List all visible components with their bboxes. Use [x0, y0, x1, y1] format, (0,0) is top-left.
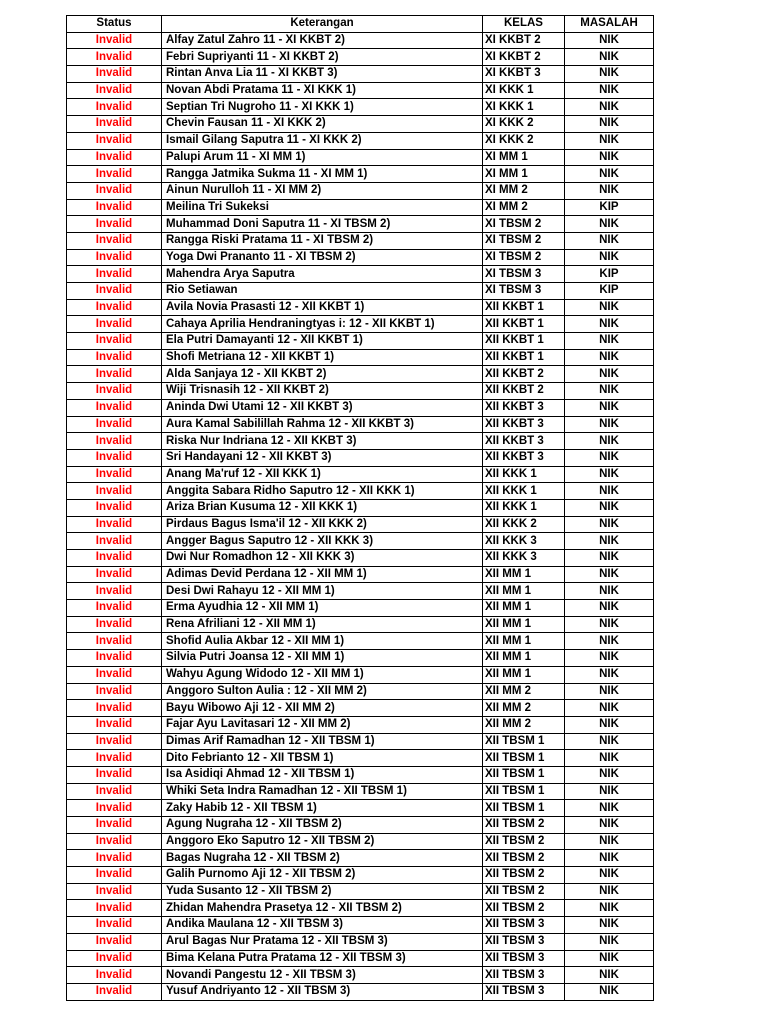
table-row	[67, 433, 654, 450]
cell-status: Invalid	[67, 850, 162, 867]
cell-kelas: XII TBSM 2	[483, 900, 565, 917]
table-row	[67, 783, 654, 800]
cell-status: Invalid	[67, 66, 162, 83]
table-row	[67, 449, 654, 466]
cell-kelas: XII TBSM 2	[483, 867, 565, 884]
cell-keterangan: Shofid Aulia Akbar 12 - XII MM 1)	[162, 633, 483, 650]
cell-kelas: XII MM 1	[483, 650, 565, 667]
cell-kelas: XII TBSM 1	[483, 800, 565, 817]
cell-masalah: NIK	[565, 182, 654, 199]
cell-status: Invalid	[67, 666, 162, 683]
cell-status: Invalid	[67, 499, 162, 516]
cell-status: Invalid	[67, 383, 162, 400]
cell-keterangan: Anggita Sabara Ridho Saputro 12 - XII KKK 1)	[162, 483, 483, 500]
cell-status: Invalid	[67, 249, 162, 266]
table-row	[67, 566, 654, 583]
cell-status: Invalid	[67, 583, 162, 600]
cell-status: Invalid	[67, 633, 162, 650]
cell-kelas: XI MM 1	[483, 149, 565, 166]
cell-status: Invalid	[67, 299, 162, 316]
table-row	[67, 750, 654, 767]
cell-keterangan: Angger Bagus Saputro 12 - XII KKK 3)	[162, 533, 483, 550]
cell-kelas: XI KKBT 3	[483, 66, 565, 83]
table-row	[67, 983, 654, 1000]
cell-kelas: XI KKBT 2	[483, 32, 565, 49]
cell-keterangan: Yoga Dwi Prananto 11 - XI TBSM 2)	[162, 249, 483, 266]
cell-status: Invalid	[67, 917, 162, 934]
cell-keterangan: Chevin Fausan 11 - XI KKK 2)	[162, 116, 483, 133]
cell-masalah: NIK	[565, 416, 654, 433]
cell-masalah: NIK	[565, 633, 654, 650]
cell-keterangan: Dito Febrianto 12 - XII TBSM 1)	[162, 750, 483, 767]
cell-kelas: XII MM 2	[483, 700, 565, 717]
cell-keterangan: Zaky Habib 12 - XII TBSM 1)	[162, 800, 483, 817]
table-row	[67, 917, 654, 934]
table-row	[67, 266, 654, 283]
cell-keterangan: Anggoro Sulton Aulia : 12 - XII MM 2)	[162, 683, 483, 700]
cell-keterangan: Ismail Gilang Saputra 11 - XI KKK 2)	[162, 132, 483, 149]
table-row	[67, 850, 654, 867]
cell-keterangan: Bayu Wibowo Aji 12 - XII MM 2)	[162, 700, 483, 717]
table-row	[67, 166, 654, 183]
cell-status: Invalid	[67, 833, 162, 850]
cell-kelas: XII TBSM 3	[483, 933, 565, 950]
cell-keterangan: Alda Sanjaya 12 - XII KKBT 2)	[162, 366, 483, 383]
cell-keterangan: Palupi Arum 11 - XI MM 1)	[162, 149, 483, 166]
cell-masalah: NIK	[565, 349, 654, 366]
cell-kelas: XII MM 1	[483, 600, 565, 617]
cell-keterangan: Ariza Brian Kusuma 12 - XII KKK 1)	[162, 499, 483, 516]
cell-masalah: NIK	[565, 833, 654, 850]
cell-kelas: XI KKK 2	[483, 132, 565, 149]
cell-masalah: NIK	[565, 399, 654, 416]
cell-status: Invalid	[67, 199, 162, 216]
cell-keterangan: Novandi Pangestu 12 - XII TBSM 3)	[162, 967, 483, 984]
cell-keterangan: Ainun Nurulloh 11 - XI MM 2)	[162, 182, 483, 199]
cell-keterangan: Alfay Zatul Zahro 11 - XI KKBT 2)	[162, 32, 483, 49]
cell-masalah: NIK	[565, 900, 654, 917]
cell-keterangan: Isa Asidiqi Ahmad 12 - XII TBSM 1)	[162, 766, 483, 783]
cell-masalah: NIK	[565, 82, 654, 99]
cell-kelas: XII KKBT 2	[483, 383, 565, 400]
table-row	[67, 817, 654, 834]
table-row	[67, 900, 654, 917]
cell-keterangan: Whiki Seta Indra Ramadhan 12 - XII TBSM 1)	[162, 783, 483, 800]
table-row	[67, 466, 654, 483]
cell-masalah: NIK	[565, 449, 654, 466]
cell-masalah: NIK	[565, 216, 654, 233]
cell-keterangan: Rangga Riski Pratama 11 - XI TBSM 2)	[162, 232, 483, 249]
cell-kelas: XII TBSM 1	[483, 733, 565, 750]
cell-keterangan: Yuda Susanto 12 - XII TBSM 2)	[162, 883, 483, 900]
cell-status: Invalid	[67, 883, 162, 900]
cell-masalah: NIK	[565, 383, 654, 400]
cell-status: Invalid	[67, 700, 162, 717]
cell-masalah: NIK	[565, 917, 654, 934]
cell-kelas: XII MM 1	[483, 666, 565, 683]
cell-masalah: NIK	[565, 49, 654, 66]
table-row	[67, 232, 654, 249]
cell-status: Invalid	[67, 99, 162, 116]
cell-masalah: NIK	[565, 299, 654, 316]
cell-masalah: NIK	[565, 616, 654, 633]
cell-masalah: NIK	[565, 817, 654, 834]
cell-keterangan: Dwi Nur Romadhon 12 - XII KKK 3)	[162, 550, 483, 567]
cell-status: Invalid	[67, 216, 162, 233]
cell-masalah: NIK	[565, 32, 654, 49]
table-row	[67, 132, 654, 149]
cell-keterangan: Avila Novia Prasasti 12 - XII KKBT 1)	[162, 299, 483, 316]
cell-kelas: XII MM 2	[483, 716, 565, 733]
table-row	[67, 283, 654, 300]
cell-status: Invalid	[67, 32, 162, 49]
cell-kelas: XII TBSM 2	[483, 883, 565, 900]
cell-keterangan: Anang Ma'ruf 12 - XII KKK 1)	[162, 466, 483, 483]
table-row	[67, 516, 654, 533]
table-row	[67, 399, 654, 416]
cell-status: Invalid	[67, 166, 162, 183]
cell-masalah: NIK	[565, 716, 654, 733]
cell-keterangan: Sri Handayani 12 - XII KKBT 3)	[162, 449, 483, 466]
cell-masalah: NIK	[565, 700, 654, 717]
cell-kelas: XI MM 1	[483, 166, 565, 183]
table-row	[67, 733, 654, 750]
cell-masalah: NIK	[565, 566, 654, 583]
cell-kelas: XII MM 1	[483, 566, 565, 583]
table-row	[67, 82, 654, 99]
cell-kelas: XII TBSM 2	[483, 817, 565, 834]
cell-status: Invalid	[67, 550, 162, 567]
cell-status: Invalid	[67, 683, 162, 700]
cell-masalah: NIK	[565, 249, 654, 266]
cell-masalah: NIK	[565, 99, 654, 116]
table-body	[67, 32, 654, 1000]
cell-kelas: XII TBSM 2	[483, 850, 565, 867]
table-row	[67, 32, 654, 49]
cell-keterangan: Bima Kelana Putra Pratama 12 - XII TBSM 3)	[162, 950, 483, 967]
cell-status: Invalid	[67, 800, 162, 817]
cell-keterangan: Riska Nur Indriana 12 - XII KKBT 3)	[162, 433, 483, 450]
table-row	[67, 66, 654, 83]
cell-keterangan: Ela Putri Damayanti 12 - XII KKBT 1)	[162, 333, 483, 350]
table-row	[67, 550, 654, 567]
cell-masalah: KIP	[565, 283, 654, 300]
table-row	[67, 616, 654, 633]
cell-kelas: XII KKBT 3	[483, 399, 565, 416]
cell-masalah: NIK	[565, 132, 654, 149]
table-row	[67, 833, 654, 850]
cell-masalah: KIP	[565, 266, 654, 283]
cell-status: Invalid	[67, 566, 162, 583]
cell-status: Invalid	[67, 967, 162, 984]
cell-status: Invalid	[67, 266, 162, 283]
cell-kelas: XI MM 2	[483, 199, 565, 216]
cell-masalah: NIK	[565, 533, 654, 550]
cell-status: Invalid	[67, 333, 162, 350]
table-row	[67, 600, 654, 617]
table-row	[67, 316, 654, 333]
cell-masalah: NIK	[565, 800, 654, 817]
cell-keterangan: Pirdaus Bagus Isma'il 12 - XII KKK 2)	[162, 516, 483, 533]
cell-kelas: XII KKBT 3	[483, 416, 565, 433]
cell-kelas: XI TBSM 2	[483, 232, 565, 249]
header-masalah: MASALAH	[565, 16, 654, 33]
cell-masalah: NIK	[565, 116, 654, 133]
cell-status: Invalid	[67, 449, 162, 466]
cell-status: Invalid	[67, 600, 162, 617]
table-row	[67, 383, 654, 400]
table-row	[67, 333, 654, 350]
cell-masalah: NIK	[565, 666, 654, 683]
cell-masalah: KIP	[565, 199, 654, 216]
cell-keterangan: Aura Kamal Sabilillah Rahma 12 - XII KKBT 3)	[162, 416, 483, 433]
cell-masalah: NIK	[565, 333, 654, 350]
cell-kelas: XII KKK 2	[483, 516, 565, 533]
cell-masalah: NIK	[565, 316, 654, 333]
cell-masalah: NIK	[565, 933, 654, 950]
cell-kelas: XII TBSM 1	[483, 783, 565, 800]
cell-kelas: XII TBSM 3	[483, 983, 565, 1000]
cell-masalah: NIK	[565, 766, 654, 783]
cell-masalah: NIK	[565, 750, 654, 767]
cell-status: Invalid	[67, 900, 162, 917]
table-row	[67, 366, 654, 383]
cell-keterangan: Mahendra Arya Saputra	[162, 266, 483, 283]
cell-keterangan: Erma Ayudhia 12 - XII MM 1)	[162, 600, 483, 617]
cell-kelas: XII KKK 3	[483, 550, 565, 567]
cell-kelas: XII KKK 1	[483, 466, 565, 483]
cell-kelas: XII KKBT 1	[483, 349, 565, 366]
cell-keterangan: Zhidan Mahendra Prasetya 12 - XII TBSM 2)	[162, 900, 483, 917]
cell-keterangan: Aninda Dwi Utami 12 - XII KKBT 3)	[162, 399, 483, 416]
cell-keterangan: Galih Purnomo Aji 12 - XII TBSM 2)	[162, 867, 483, 884]
cell-masalah: NIK	[565, 733, 654, 750]
cell-masalah: NIK	[565, 466, 654, 483]
cell-masalah: NIK	[565, 967, 654, 984]
cell-kelas: XII TBSM 2	[483, 833, 565, 850]
table-row	[67, 349, 654, 366]
table-row	[67, 99, 654, 116]
cell-status: Invalid	[67, 983, 162, 1000]
cell-status: Invalid	[67, 533, 162, 550]
table-row	[67, 116, 654, 133]
cell-keterangan: Novan Abdi Pratama 11 - XI KKK 1)	[162, 82, 483, 99]
cell-status: Invalid	[67, 650, 162, 667]
cell-masalah: NIK	[565, 983, 654, 1000]
table-row	[67, 766, 654, 783]
cell-masalah: NIK	[565, 950, 654, 967]
cell-status: Invalid	[67, 149, 162, 166]
cell-masalah: NIK	[565, 166, 654, 183]
cell-keterangan: Rio Setiawan	[162, 283, 483, 300]
cell-kelas: XII TBSM 3	[483, 917, 565, 934]
cell-status: Invalid	[67, 867, 162, 884]
cell-masalah: NIK	[565, 499, 654, 516]
table-row	[67, 700, 654, 717]
cell-status: Invalid	[67, 750, 162, 767]
cell-status: Invalid	[67, 616, 162, 633]
cell-keterangan: Bagas Nugraha 12 - XII TBSM 2)	[162, 850, 483, 867]
cell-keterangan: Fajar Ayu Lavitasari 12 - XII MM 2)	[162, 716, 483, 733]
cell-kelas: XII TBSM 1	[483, 766, 565, 783]
cell-keterangan: Wahyu Agung Widodo 12 - XII MM 1)	[162, 666, 483, 683]
cell-keterangan: Shofi Metriana 12 - XII KKBT 1)	[162, 349, 483, 366]
table-row	[67, 182, 654, 199]
cell-keterangan: Septian Tri Nugroho 11 - XI KKK 1)	[162, 99, 483, 116]
cell-masalah: NIK	[565, 783, 654, 800]
cell-keterangan: Desi Dwi Rahayu 12 - XII MM 1)	[162, 583, 483, 600]
table-header	[67, 16, 654, 33]
cell-masalah: NIK	[565, 149, 654, 166]
cell-kelas: XII KKBT 3	[483, 433, 565, 450]
cell-keterangan: Adimas Devid Perdana 12 - XII MM 1)	[162, 566, 483, 583]
cell-kelas: XII KKBT 2	[483, 366, 565, 383]
table-row	[67, 683, 654, 700]
table-row	[67, 483, 654, 500]
table-row	[67, 800, 654, 817]
cell-keterangan: Anggoro Eko Saputro 12 - XII TBSM 2)	[162, 833, 483, 850]
cell-masalah: NIK	[565, 883, 654, 900]
cell-kelas: XII KKBT 1	[483, 316, 565, 333]
cell-masalah: NIK	[565, 550, 654, 567]
cell-keterangan: Rangga Jatmika Sukma 11 - XI MM 1)	[162, 166, 483, 183]
cell-status: Invalid	[67, 116, 162, 133]
table-row	[67, 249, 654, 266]
cell-status: Invalid	[67, 716, 162, 733]
cell-masalah: NIK	[565, 600, 654, 617]
cell-kelas: XII MM 1	[483, 616, 565, 633]
cell-kelas: XI KKK 1	[483, 99, 565, 116]
header-row	[67, 16, 654, 33]
table-row	[67, 716, 654, 733]
cell-status: Invalid	[67, 283, 162, 300]
student-data-table	[66, 15, 654, 1001]
cell-status: Invalid	[67, 433, 162, 450]
cell-kelas: XII KKBT 1	[483, 333, 565, 350]
cell-status: Invalid	[67, 416, 162, 433]
cell-status: Invalid	[67, 817, 162, 834]
cell-keterangan: Agung Nugraha 12 - XII TBSM 2)	[162, 817, 483, 834]
cell-kelas: XI KKBT 2	[483, 49, 565, 66]
cell-kelas: XI KKK 1	[483, 82, 565, 99]
cell-masalah: NIK	[565, 366, 654, 383]
cell-status: Invalid	[67, 516, 162, 533]
cell-kelas: XII MM 1	[483, 583, 565, 600]
cell-keterangan: Febri Supriyanti 11 - XI KKBT 2)	[162, 49, 483, 66]
cell-status: Invalid	[67, 182, 162, 199]
cell-status: Invalid	[67, 466, 162, 483]
cell-masalah: NIK	[565, 483, 654, 500]
header-status: Status	[67, 16, 162, 33]
cell-keterangan: Rena Afriliani 12 - XII MM 1)	[162, 616, 483, 633]
cell-kelas: XII KKBT 3	[483, 449, 565, 466]
table-row	[67, 533, 654, 550]
cell-kelas: XI TBSM 3	[483, 283, 565, 300]
cell-keterangan: Rintan Anva Lia 11 - XI KKBT 3)	[162, 66, 483, 83]
cell-kelas: XII TBSM 3	[483, 950, 565, 967]
table-row	[67, 633, 654, 650]
cell-status: Invalid	[67, 232, 162, 249]
cell-keterangan: Muhammad Doni Saputra 11 - XI TBSM 2)	[162, 216, 483, 233]
cell-keterangan: Yusuf Andriyanto 12 - XII TBSM 3)	[162, 983, 483, 1000]
cell-status: Invalid	[67, 366, 162, 383]
cell-status: Invalid	[67, 82, 162, 99]
table-row	[67, 49, 654, 66]
cell-masalah: NIK	[565, 583, 654, 600]
table-row	[67, 867, 654, 884]
cell-status: Invalid	[67, 349, 162, 366]
cell-keterangan: Silvia Putri Joansa 12 - XII MM 1)	[162, 650, 483, 667]
cell-status: Invalid	[67, 483, 162, 500]
cell-masalah: NIK	[565, 232, 654, 249]
cell-status: Invalid	[67, 783, 162, 800]
cell-masalah: NIK	[565, 66, 654, 83]
cell-kelas: XII KKBT 1	[483, 299, 565, 316]
table-row	[67, 199, 654, 216]
table-row	[67, 149, 654, 166]
cell-masalah: NIK	[565, 516, 654, 533]
header-kelas: KELAS	[483, 16, 565, 33]
table-row	[67, 933, 654, 950]
cell-status: Invalid	[67, 132, 162, 149]
table-row	[67, 216, 654, 233]
table-row	[67, 499, 654, 516]
cell-status: Invalid	[67, 733, 162, 750]
cell-keterangan: Meilina Tri Sukeksi	[162, 199, 483, 216]
cell-kelas: XI TBSM 2	[483, 249, 565, 266]
cell-keterangan: Andika Maulana 12 - XII TBSM 3)	[162, 917, 483, 934]
cell-kelas: XII MM 1	[483, 633, 565, 650]
cell-kelas: XII TBSM 1	[483, 750, 565, 767]
cell-keterangan: Cahaya Aprilia Hendraningtyas i: 12 - XII KKBT 1)	[162, 316, 483, 333]
cell-kelas: XI KKK 2	[483, 116, 565, 133]
cell-status: Invalid	[67, 49, 162, 66]
table-row	[67, 583, 654, 600]
cell-kelas: XI TBSM 3	[483, 266, 565, 283]
cell-keterangan: Arul Bagas Nur Pratama 12 - XII TBSM 3)	[162, 933, 483, 950]
cell-masalah: NIK	[565, 850, 654, 867]
cell-masalah: NIK	[565, 433, 654, 450]
table-row	[67, 650, 654, 667]
cell-status: Invalid	[67, 766, 162, 783]
cell-kelas: XII KKK 3	[483, 533, 565, 550]
cell-kelas: XII KKK 1	[483, 483, 565, 500]
cell-status: Invalid	[67, 399, 162, 416]
table-row	[67, 416, 654, 433]
table-row	[67, 666, 654, 683]
header-keterangan: Keterangan	[162, 16, 483, 33]
cell-keterangan: Dimas Arif Ramadhan 12 - XII TBSM 1)	[162, 733, 483, 750]
table-row	[67, 950, 654, 967]
cell-masalah: NIK	[565, 683, 654, 700]
cell-masalah: NIK	[565, 867, 654, 884]
cell-status: Invalid	[67, 316, 162, 333]
table-row	[67, 883, 654, 900]
cell-status: Invalid	[67, 950, 162, 967]
cell-kelas: XI TBSM 2	[483, 216, 565, 233]
cell-masalah: NIK	[565, 650, 654, 667]
cell-keterangan: Wiji Trisnasih 12 - XII KKBT 2)	[162, 383, 483, 400]
cell-kelas: XII KKK 1	[483, 499, 565, 516]
table-row	[67, 299, 654, 316]
cell-status: Invalid	[67, 933, 162, 950]
cell-kelas: XII MM 2	[483, 683, 565, 700]
cell-kelas: XII TBSM 3	[483, 967, 565, 984]
cell-kelas: XI MM 2	[483, 182, 565, 199]
table-row	[67, 967, 654, 984]
